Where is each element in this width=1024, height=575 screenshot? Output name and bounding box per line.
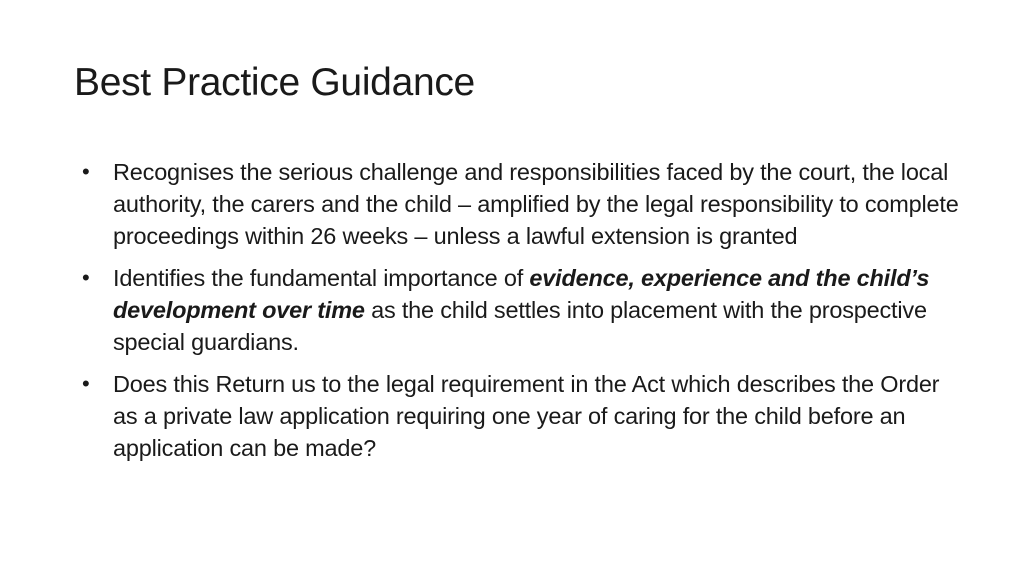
slide-title: Best Practice Guidance [74,61,475,104]
bullet-emphasis-text: evidence, experience and the child’s development over time [113,265,930,323]
bullet-list [82,156,962,474]
bullet-text: Does this Return us to the legal requirement in the Act which describes the Order as a private law application requiring one year of caring for the child before an application can be made? [113,371,940,461]
bullet-dot-icon: • [82,159,90,184]
bullet-text: Recognises the serious challenge and responsibilities faced by the court, the local authority, the carers and the child – amplified by the legal responsibility to complete proceedings within 26 weeks – unless a lawful extension is granted [113,159,959,249]
bullet-dot-icon: • [82,371,90,396]
bullet-text: as the child settles into placement with the prospective special guardians. [113,297,927,355]
bullet-dot-icon: • [82,265,90,290]
bullet-item [82,368,962,464]
bullet-item [82,262,962,358]
bullet-item [82,156,962,252]
bullet-text: Identifies the fundamental importance of [113,265,530,291]
